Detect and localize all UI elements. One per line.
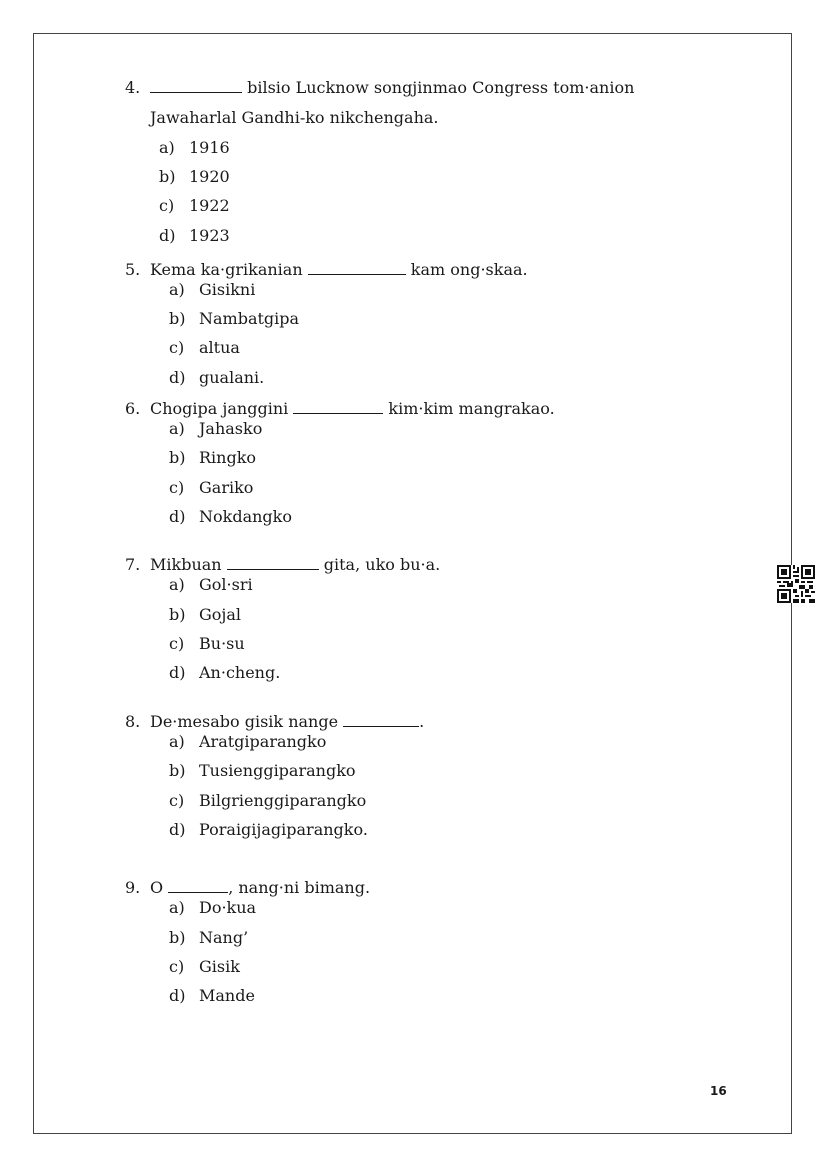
question-text: bilsio Lucknow songjinmao Congress tom·anion <box>242 78 635 97</box>
answer-blank <box>308 260 406 275</box>
option-a <box>159 138 230 157</box>
option-d <box>169 663 280 682</box>
option-text: Gojal <box>199 605 242 624</box>
option-text: Bilgrienggiparangko <box>199 791 367 810</box>
question-4 <box>125 78 634 97</box>
question-8 <box>125 712 424 731</box>
option-b <box>159 167 230 186</box>
question-number: 9. <box>125 878 141 897</box>
option-label: a) <box>169 898 185 917</box>
option-text: 1916 <box>189 138 230 157</box>
option-text: altua <box>199 338 240 357</box>
option-d <box>169 820 368 839</box>
question-continuation: Jawaharlal Gandhi-ko nikchengaha. <box>150 108 439 127</box>
option-text: Nokdangko <box>199 507 292 526</box>
answer-blank <box>150 78 242 93</box>
option-c <box>159 196 230 215</box>
question-number: 5. <box>125 260 141 279</box>
option-c <box>169 791 366 810</box>
answer-blank <box>343 712 419 727</box>
question-number: 6. <box>125 399 141 418</box>
question-number: 4. <box>125 78 141 97</box>
option-b <box>169 761 356 780</box>
option-label: a) <box>169 280 185 299</box>
option-text: Mande <box>199 986 255 1005</box>
qr-code-icon[interactable] <box>777 565 815 603</box>
option-text: Jahasko <box>199 419 263 438</box>
option-c <box>169 338 240 357</box>
page-border <box>33 33 792 1134</box>
option-d <box>159 226 230 245</box>
question-text: O <box>150 878 169 897</box>
question-text: . <box>419 712 425 731</box>
option-text: gualani. <box>199 368 265 387</box>
option-text: Gisikni <box>199 280 256 299</box>
question-text: Mikbuan <box>150 555 227 574</box>
option-label: d) <box>159 226 176 245</box>
answer-blank <box>227 555 319 570</box>
option-label: c) <box>169 957 185 976</box>
option-text: Gisik <box>199 957 240 976</box>
option-b <box>169 928 248 947</box>
page-number: 16 <box>710 1084 727 1098</box>
option-label: d) <box>169 986 186 1005</box>
option-text: Tusienggiparangko <box>199 761 356 780</box>
option-b <box>169 605 241 624</box>
question-9 <box>125 878 370 897</box>
option-c <box>169 478 253 497</box>
option-label: c) <box>169 338 185 357</box>
question-text: kam ong·skaa. <box>405 260 528 279</box>
option-label: c) <box>159 196 175 215</box>
option-label: d) <box>169 663 186 682</box>
question-5 <box>125 260 528 279</box>
option-label: b) <box>159 167 176 186</box>
option-text: Nang’ <box>199 928 249 947</box>
option-label: b) <box>169 928 186 947</box>
question-text: kim·kim mangrakao. <box>383 399 555 418</box>
option-a <box>169 280 255 299</box>
option-label: b) <box>169 761 186 780</box>
option-d <box>169 507 292 526</box>
option-c <box>169 957 240 976</box>
option-text: 1920 <box>189 167 230 186</box>
option-label: b) <box>169 448 186 467</box>
option-label: d) <box>169 820 186 839</box>
option-label: a) <box>169 419 185 438</box>
option-text: Gariko <box>199 478 254 497</box>
option-label: a) <box>169 575 185 594</box>
option-text: Ringko <box>199 448 257 467</box>
option-a <box>169 419 262 438</box>
option-text: 1922 <box>189 196 230 215</box>
option-label: b) <box>169 605 186 624</box>
question-text: gita, uko bu·a. <box>318 555 441 574</box>
option-d <box>169 986 255 1005</box>
option-label: c) <box>169 791 185 810</box>
option-text: Bu·su <box>199 634 245 653</box>
option-label: b) <box>169 309 186 328</box>
question-text: Chogipa janggini <box>150 399 294 418</box>
option-text: Do·kua <box>199 898 257 917</box>
question-7 <box>125 555 440 574</box>
question-6 <box>125 399 555 418</box>
question-text: , nang·ni bimang. <box>228 878 371 897</box>
answer-blank <box>293 399 383 414</box>
option-label: d) <box>169 507 186 526</box>
option-label: a) <box>169 732 185 751</box>
option-b <box>169 309 299 328</box>
answer-blank <box>168 878 228 893</box>
option-a <box>169 732 326 751</box>
option-d <box>169 368 264 387</box>
option-a <box>169 575 253 594</box>
option-b <box>169 448 256 467</box>
option-text: 1923 <box>189 226 230 245</box>
option-text: An·cheng. <box>199 663 281 682</box>
option-label: c) <box>169 478 185 497</box>
option-label: a) <box>159 138 175 157</box>
question-text: Kema ka·grikanian <box>150 260 308 279</box>
option-label: d) <box>169 368 186 387</box>
option-text: Aratgiparangko <box>199 732 327 751</box>
option-text: Poraigijagiparangko. <box>199 820 368 839</box>
option-c <box>169 634 245 653</box>
option-text: Nambatgipa <box>199 309 300 328</box>
option-label: c) <box>169 634 185 653</box>
question-number: 8. <box>125 712 141 731</box>
question-text: De·mesabo gisik nange <box>150 712 344 731</box>
question-number: 7. <box>125 555 141 574</box>
option-a <box>169 898 256 917</box>
option-text: Gol·sri <box>199 575 253 594</box>
